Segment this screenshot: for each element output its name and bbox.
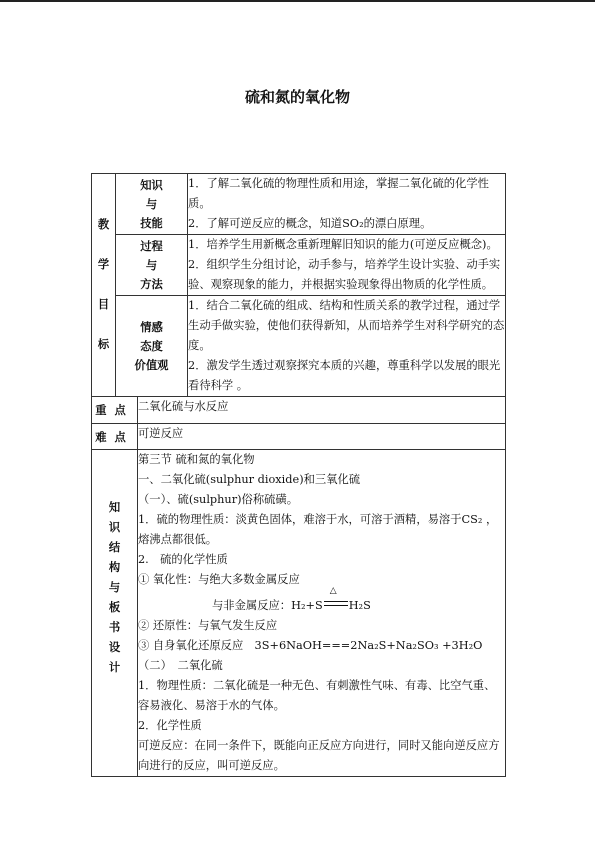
structure-label-char: 书 bbox=[108, 621, 121, 634]
structure-label-char: 构 bbox=[108, 561, 121, 574]
reaction-reactants: H₂+S bbox=[291, 599, 323, 612]
heading-so2: （二） 二氧化硫 bbox=[138, 659, 223, 672]
nonmetal-reaction-prefix: 与非金属反应： bbox=[212, 599, 292, 612]
goals-label-char: 标 bbox=[97, 338, 110, 351]
sub-label-line: 与 bbox=[145, 197, 158, 211]
goals-label bbox=[92, 174, 116, 397]
structure-label-char: 结 bbox=[108, 541, 121, 554]
goal-content-knowledge bbox=[188, 174, 506, 235]
sub-label-line: 价值观 bbox=[134, 358, 169, 372]
goal-sub-knowledge bbox=[116, 174, 188, 235]
goal-row-attitude bbox=[92, 296, 506, 397]
equals-bars bbox=[324, 601, 348, 606]
goals-label-char: 教 bbox=[97, 218, 110, 231]
goal-line: 2．了解可逆反应的概念，知道SO₂的漂白原理。 bbox=[188, 217, 432, 230]
sub-label-line: 方法 bbox=[140, 277, 163, 291]
key-point-row bbox=[92, 397, 506, 424]
difficulty-row bbox=[92, 424, 506, 450]
nonmetal-reaction bbox=[138, 586, 505, 616]
reversible-reaction-definition: 可逆反应：在同一条件下，既能向正反应方向进行，同时又能向逆反应方向进行的反应，叫可逆反应。 bbox=[138, 739, 500, 772]
goal-sub-process bbox=[116, 235, 188, 296]
structure-row bbox=[92, 450, 506, 777]
sub-label-line: 知识 bbox=[140, 178, 163, 192]
sub-label-line: 与 bbox=[145, 258, 158, 272]
section-heading: 第三节 硫和氮的氧化物 bbox=[138, 453, 255, 466]
sulfur-physical-properties: 1．硫的物理性质：淡黄色固体，难溶于水，可溶于酒精，易溶于CS₂ ，熔沸点都很低。 bbox=[138, 513, 498, 546]
key-point-text: 二氧化硫与水反应 bbox=[138, 397, 506, 424]
sub-label-line: 情感 bbox=[140, 320, 163, 334]
goals-label-char: 目 bbox=[97, 298, 110, 311]
goal-line: 1．了解二氧化硫的物理性质和用途，掌握二氧化硫的化学性质。 bbox=[188, 177, 489, 210]
so2-physical-properties: 1．物理性质：二氧化硫是一种无色、有刺激性气味、有毒、比空气重、容易液化、易溶于水的气体。 bbox=[138, 679, 496, 712]
key-point-label: 重点 bbox=[92, 397, 138, 424]
structure-label-char: 识 bbox=[108, 521, 121, 534]
reaction-product: H₂S bbox=[348, 599, 371, 612]
self-redox-reaction: ③ 自身氧化还原反应 3S+6NaOH===2Na₂S+Na₂SO₃ +3H₂O bbox=[138, 639, 483, 652]
sub-label-line: 过程 bbox=[140, 239, 163, 253]
structure-label-char: 板 bbox=[108, 601, 121, 614]
oxidizing-property: ① 氧化性：与绝大多数金属反应 bbox=[138, 573, 300, 586]
goal-content-attitude bbox=[188, 296, 506, 397]
page-title: 硫和氮的氧化物 bbox=[244, 88, 350, 106]
difficulty-text: 可逆反应 bbox=[138, 424, 506, 450]
sub-label-line: 技能 bbox=[140, 216, 163, 230]
reducing-property: ② 还原性：与氧气发生反应 bbox=[138, 619, 278, 632]
goal-line: 1．培养学生用新概念重新理解旧知识的能力(可逆反应概念)。 bbox=[188, 238, 498, 251]
heat-condition-arrow bbox=[323, 586, 349, 616]
goal-line: 2．组织学生分组讨论，动手参与，培养学生设计实验、动手实验、观察现象的能力，并根据实验现象得出物质的化学性质。 bbox=[188, 258, 501, 291]
top-border-line bbox=[0, 0, 595, 2]
sub-label-line: 态度 bbox=[140, 339, 163, 353]
goal-line: 2．激发学生透过观察探究本质的兴趣，尊重科学以发展的眼光看待科学 。 bbox=[188, 359, 501, 392]
heading-sulfur-dioxide: 一、二氧化硫(sulphur dioxide)和三氧化硫 bbox=[138, 473, 361, 486]
goal-sub-attitude bbox=[116, 296, 188, 397]
goal-content-process bbox=[188, 235, 506, 296]
lesson-plan-table bbox=[91, 173, 506, 777]
heat-symbol: △ bbox=[329, 586, 337, 596]
goals-label-char: 学 bbox=[97, 258, 110, 271]
goal-row-process bbox=[92, 235, 506, 296]
structure-label-char: 计 bbox=[108, 661, 121, 674]
sulfur-chemical-properties: 2. 硫的化学性质 bbox=[138, 553, 228, 566]
goal-row-knowledge bbox=[92, 174, 506, 235]
difficulty-label: 难点 bbox=[92, 424, 138, 450]
structure-label-char: 设 bbox=[108, 641, 121, 654]
structure-label bbox=[92, 450, 138, 777]
board-design-content bbox=[138, 450, 506, 777]
structure-label-char: 知 bbox=[108, 501, 121, 514]
heading-sulfur: （一）、硫(sulphur)俗称硫磺。 bbox=[138, 493, 299, 506]
goal-line: 1．结合二氧化硫的组成、结构和性质关系的教学过程，通过学生动手做实验，使他们获得新知，从而培养学生对科学研究的态度。 bbox=[188, 299, 505, 352]
structure-label-char: 与 bbox=[108, 581, 121, 594]
so2-chemical-properties: 2．化学性质 bbox=[138, 719, 202, 732]
